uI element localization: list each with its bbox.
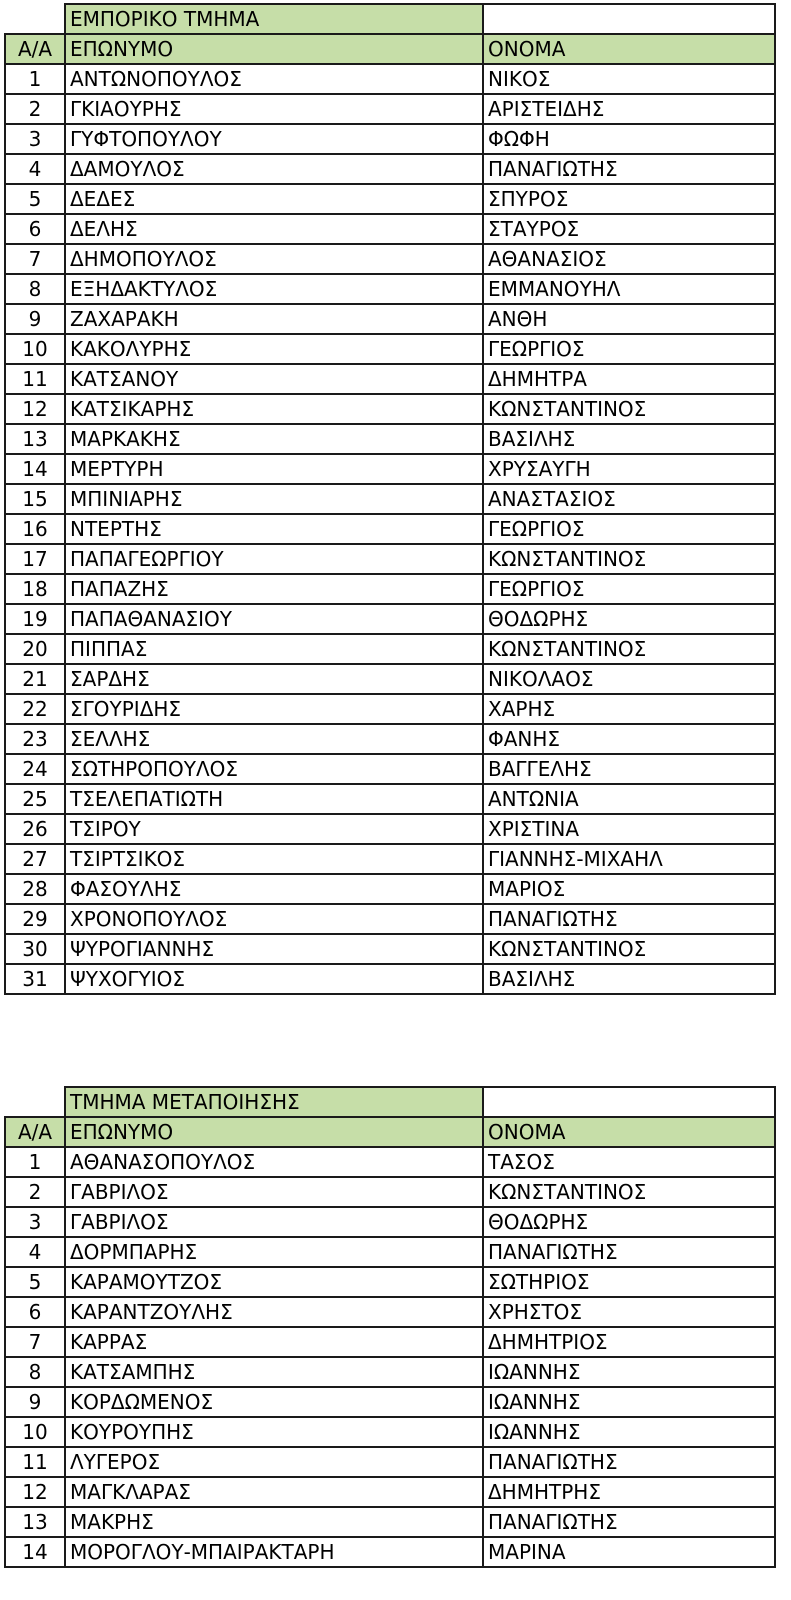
row-index: 10: [5, 334, 65, 364]
table-row: [5, 664, 775, 694]
table-row: [5, 1327, 775, 1357]
name-cell: ΓΕΩΡΓΙΟΣ: [483, 334, 775, 364]
table-row: [5, 1147, 775, 1177]
empty-title-cell: [483, 1087, 775, 1117]
table-row: [5, 724, 775, 754]
row-index: 9: [5, 1387, 65, 1417]
header-index: Α/Α: [5, 34, 65, 64]
name-cell: ΝΙΚΟΣ: [483, 64, 775, 94]
name-cell: ΜΑΡΙΟΣ: [483, 874, 775, 904]
surname-cell: ΚΟΥΡΟΥΠΗΣ: [65, 1417, 483, 1447]
row-index: 5: [5, 1267, 65, 1297]
surname-cell: ΝΤΕΡΤΗΣ: [65, 514, 483, 544]
name-cell: ΙΩΑΝΝΗΣ: [483, 1417, 775, 1447]
row-index: 28: [5, 874, 65, 904]
row-index: 14: [5, 1537, 65, 1567]
processing-department-table: [4, 1086, 776, 1568]
table-row: [5, 1447, 775, 1477]
surname-cell: ΓΚΙΑΟΥΡΗΣ: [65, 94, 483, 124]
row-index: 3: [5, 124, 65, 154]
section-title: ΤΜΗΜΑ ΜΕΤΑΠΟΙΗΣΗΣ: [65, 1087, 483, 1117]
header-row: [5, 1117, 775, 1147]
name-cell: ΠΑΝΑΓΙΩΤΗΣ: [483, 1237, 775, 1267]
row-index: 29: [5, 904, 65, 934]
row-index: 24: [5, 754, 65, 784]
surname-cell: ΚΟΡΔΩΜΕΝΟΣ: [65, 1387, 483, 1417]
surname-cell: ΣΓΟΥΡΙΔΗΣ: [65, 694, 483, 724]
name-cell: ΓΕΩΡΓΙΟΣ: [483, 514, 775, 544]
row-index: 3: [5, 1207, 65, 1237]
name-cell: ΦΑΝΗΣ: [483, 724, 775, 754]
name-cell: ΠΑΝΑΓΙΩΤΗΣ: [483, 154, 775, 184]
table-row: [5, 1267, 775, 1297]
row-index: 7: [5, 1327, 65, 1357]
section-title-row: [5, 4, 775, 34]
name-cell: ΒΑΣΙΛΗΣ: [483, 424, 775, 454]
row-index: 27: [5, 844, 65, 874]
blank-cell: [5, 4, 65, 34]
surname-cell: ΚΑΚΟΛΥΡΗΣ: [65, 334, 483, 364]
surname-cell: ΚΑΤΣΙΚΑΡΗΣ: [65, 394, 483, 424]
row-index: 25: [5, 784, 65, 814]
name-cell: ΔΗΜΗΤΡΗΣ: [483, 1477, 775, 1507]
surname-cell: ΠΑΠΑΘΑΝΑΣΙΟΥ: [65, 604, 483, 634]
row-index: 12: [5, 394, 65, 424]
row-index: 16: [5, 514, 65, 544]
header-row: [5, 34, 775, 64]
table-row: [5, 1417, 775, 1447]
surname-cell: ΜΑΡΚΑΚΗΣ: [65, 424, 483, 454]
row-index: 22: [5, 694, 65, 724]
surname-cell: ΜΑΚΡΗΣ: [65, 1507, 483, 1537]
name-cell: ΚΩΝΣΤΑΝΤΙΝΟΣ: [483, 1177, 775, 1207]
table-row: [5, 544, 775, 574]
table-row: [5, 274, 775, 304]
table-row: [5, 574, 775, 604]
surname-cell: ΛΥΓΕΡΟΣ: [65, 1447, 483, 1477]
table-row: [5, 814, 775, 844]
surname-cell: ΠΑΠΑΓΕΩΡΓΙΟΥ: [65, 544, 483, 574]
name-cell: ΓΙΑΝΝΗΣ-ΜΙΧΑΗΛ: [483, 844, 775, 874]
surname-cell: ΔΕΛΗΣ: [65, 214, 483, 244]
surname-cell: ΑΝΤΩΝΟΠΟΥΛΟΣ: [65, 64, 483, 94]
surname-cell: ΜΟΡΟΓΛΟΥ-ΜΠΑΙΡΑΚΤΑΡΗ: [65, 1537, 483, 1567]
surname-cell: ΚΑΤΣΑΝΟΥ: [65, 364, 483, 394]
table-row: [5, 334, 775, 364]
name-cell: ΚΩΝΣΤΑΝΤΙΝΟΣ: [483, 634, 775, 664]
surname-cell: ΦΑΣΟΥΛΗΣ: [65, 874, 483, 904]
surname-cell: ΨΥΧΟΓΥΙΟΣ: [65, 964, 483, 994]
row-index: 18: [5, 574, 65, 604]
row-index: 12: [5, 1477, 65, 1507]
surname-cell: ΚΑΡΑΝΤΖΟΥΛΗΣ: [65, 1297, 483, 1327]
row-index: 4: [5, 154, 65, 184]
table-row: [5, 154, 775, 184]
table-row: [5, 604, 775, 634]
row-index: 13: [5, 1507, 65, 1537]
name-cell: ΠΑΝΑΓΙΩΤΗΣ: [483, 904, 775, 934]
surname-cell: ΚΑΤΣΑΜΠΗΣ: [65, 1357, 483, 1387]
table-row: [5, 1207, 775, 1237]
name-cell: ΑΝΑΣΤΑΣΙΟΣ: [483, 484, 775, 514]
surname-cell: ΤΣΕΛΕΠΑΤΙΩΤΗ: [65, 784, 483, 814]
surname-cell: ΔΕΔΕΣ: [65, 184, 483, 214]
name-cell: ΣΩΤΗΡΙΟΣ: [483, 1267, 775, 1297]
name-cell: ΑΘΑΝΑΣΙΟΣ: [483, 244, 775, 274]
name-cell: ΧΑΡΗΣ: [483, 694, 775, 724]
table-row: [5, 454, 775, 484]
row-index: 19: [5, 604, 65, 634]
name-cell: ΣΠΥΡΟΣ: [483, 184, 775, 214]
name-cell: ΠΑΝΑΓΙΩΤΗΣ: [483, 1447, 775, 1477]
row-index: 11: [5, 1447, 65, 1477]
name-cell: ΣΤΑΥΡΟΣ: [483, 214, 775, 244]
name-cell: ΔΗΜΗΤΡΙΟΣ: [483, 1327, 775, 1357]
row-index: 1: [5, 1147, 65, 1177]
name-cell: ΦΩΦΗ: [483, 124, 775, 154]
table-row: [5, 634, 775, 664]
row-index: 11: [5, 364, 65, 394]
name-cell: ΑΝΘΗ: [483, 304, 775, 334]
header-surname: ΕΠΩΝΥΜΟ: [65, 34, 483, 64]
row-index: 8: [5, 274, 65, 304]
name-cell: ΚΩΝΣΤΑΝΤΙΝΟΣ: [483, 394, 775, 424]
surname-cell: ΓΑΒΡΙΛΟΣ: [65, 1177, 483, 1207]
name-cell: ΒΑΣΙΛΗΣ: [483, 964, 775, 994]
table-row: [5, 1237, 775, 1267]
name-cell: ΧΡΙΣΤΙΝΑ: [483, 814, 775, 844]
row-index: 17: [5, 544, 65, 574]
row-index: 15: [5, 484, 65, 514]
table-row: [5, 1357, 775, 1387]
table-row: [5, 244, 775, 274]
surname-cell: ΠΙΠΠΑΣ: [65, 634, 483, 664]
table-row: [5, 304, 775, 334]
surname-cell: ΚΑΡΡΑΣ: [65, 1327, 483, 1357]
name-cell: ΧΡΥΣΑΥΓΗ: [483, 454, 775, 484]
table-row: [5, 94, 775, 124]
row-index: 2: [5, 1177, 65, 1207]
name-cell: ΙΩΑΝΝΗΣ: [483, 1357, 775, 1387]
table-row: [5, 124, 775, 154]
name-cell: ΠΑΝΑΓΙΩΤΗΣ: [483, 1507, 775, 1537]
table-row: [5, 874, 775, 904]
row-index: 21: [5, 664, 65, 694]
surname-cell: ΑΘΑΝΑΣΟΠΟΥΛΟΣ: [65, 1147, 483, 1177]
name-cell: ΓΕΩΡΓΙΟΣ: [483, 574, 775, 604]
row-index: 9: [5, 304, 65, 334]
row-index: 14: [5, 454, 65, 484]
name-cell: ΚΩΝΣΤΑΝΤΙΝΟΣ: [483, 544, 775, 574]
surname-cell: ΜΕΡΤΥΡΗ: [65, 454, 483, 484]
table-row: [5, 424, 775, 454]
name-cell: ΕΜΜΑΝΟΥΗΛ: [483, 274, 775, 304]
name-cell: ΝΙΚΟΛΑΟΣ: [483, 664, 775, 694]
table-row: [5, 484, 775, 514]
table-row: [5, 1477, 775, 1507]
table-row: [5, 964, 775, 994]
table-row: [5, 1387, 775, 1417]
surname-cell: ΣΑΡΔΗΣ: [65, 664, 483, 694]
row-index: 23: [5, 724, 65, 754]
row-index: 13: [5, 424, 65, 454]
blank-cell: [5, 1087, 65, 1117]
header-index: Α/Α: [5, 1117, 65, 1147]
surname-cell: ΓΥΦΤΟΠΟΥΛΟΥ: [65, 124, 483, 154]
row-index: 20: [5, 634, 65, 664]
table-row: [5, 514, 775, 544]
surname-cell: ΤΣΙΡΟΥ: [65, 814, 483, 844]
name-cell: ΘΟΔΩΡΗΣ: [483, 604, 775, 634]
section-title: ΕΜΠΟΡΙΚΟ ΤΜΗΜΑ: [65, 4, 483, 34]
row-index: 10: [5, 1417, 65, 1447]
row-index: 26: [5, 814, 65, 844]
surname-cell: ΜΠΙΝΙΑΡΗΣ: [65, 484, 483, 514]
surname-cell: ΣΩΤΗΡΟΠΟΥΛΟΣ: [65, 754, 483, 784]
table-row: [5, 754, 775, 784]
name-cell: ΒΑΓΓΕΛΗΣ: [483, 754, 775, 784]
section-title-row: [5, 1087, 775, 1117]
surname-cell: ΕΞΗΔΑΚΤΥΛΟΣ: [65, 274, 483, 304]
name-cell: ΔΗΜΗΤΡΑ: [483, 364, 775, 394]
name-cell: ΤΑΣΟΣ: [483, 1147, 775, 1177]
header-surname: ΕΠΩΝΥΜΟ: [65, 1117, 483, 1147]
name-cell: ΑΝΤΩΝΙΑ: [483, 784, 775, 814]
name-cell: ΜΑΡΙΝΑ: [483, 1537, 775, 1567]
surname-cell: ΣΕΛΛΗΣ: [65, 724, 483, 754]
row-index: 2: [5, 94, 65, 124]
header-name: ΟΝΟΜΑ: [483, 34, 775, 64]
table-row: [5, 394, 775, 424]
table-row: [5, 64, 775, 94]
commercial-department-table: [4, 3, 776, 995]
table-row: [5, 904, 775, 934]
name-cell: ΙΩΑΝΝΗΣ: [483, 1387, 775, 1417]
row-index: 6: [5, 214, 65, 244]
surname-cell: ΧΡΟΝΟΠΟΥΛΟΣ: [65, 904, 483, 934]
name-cell: ΚΩΝΣΤΑΝΤΙΝΟΣ: [483, 934, 775, 964]
table-row: [5, 1537, 775, 1567]
surname-cell: ΤΣΙΡΤΣΙΚΟΣ: [65, 844, 483, 874]
name-cell: ΑΡΙΣΤΕΙΔΗΣ: [483, 94, 775, 124]
row-index: 8: [5, 1357, 65, 1387]
surname-cell: ΔΑΜΟΥΛΟΣ: [65, 154, 483, 184]
row-index: 7: [5, 244, 65, 274]
row-index: 6: [5, 1297, 65, 1327]
table-row: [5, 784, 775, 814]
surname-cell: ΚΑΡΑΜΟΥΤΖΟΣ: [65, 1267, 483, 1297]
name-cell: ΧΡΗΣΤΟΣ: [483, 1297, 775, 1327]
table-row: [5, 934, 775, 964]
row-index: 5: [5, 184, 65, 214]
surname-cell: ΔΟΡΜΠΑΡΗΣ: [65, 1237, 483, 1267]
table-row: [5, 214, 775, 244]
table-row: [5, 1297, 775, 1327]
table-row: [5, 184, 775, 214]
surname-cell: ΜΑΓΚΛΑΡΑΣ: [65, 1477, 483, 1507]
row-index: 1: [5, 64, 65, 94]
table-row: [5, 844, 775, 874]
surname-cell: ΨΥΡΟΓΙΑΝΝΗΣ: [65, 934, 483, 964]
table-row: [5, 1177, 775, 1207]
row-index: 31: [5, 964, 65, 994]
empty-title-cell: [483, 4, 775, 34]
row-index: 4: [5, 1237, 65, 1267]
surname-cell: ΠΑΠΑΖΗΣ: [65, 574, 483, 604]
table-row: [5, 694, 775, 724]
surname-cell: ΔΗΜΟΠΟΥΛΟΣ: [65, 244, 483, 274]
row-index: 30: [5, 934, 65, 964]
header-name: ΟΝΟΜΑ: [483, 1117, 775, 1147]
table-row: [5, 364, 775, 394]
surname-cell: ΖΑΧΑΡΑΚΗ: [65, 304, 483, 334]
name-cell: ΘΟΔΩΡΗΣ: [483, 1207, 775, 1237]
table-row: [5, 1507, 775, 1537]
surname-cell: ΓΑΒΡΙΛΟΣ: [65, 1207, 483, 1237]
